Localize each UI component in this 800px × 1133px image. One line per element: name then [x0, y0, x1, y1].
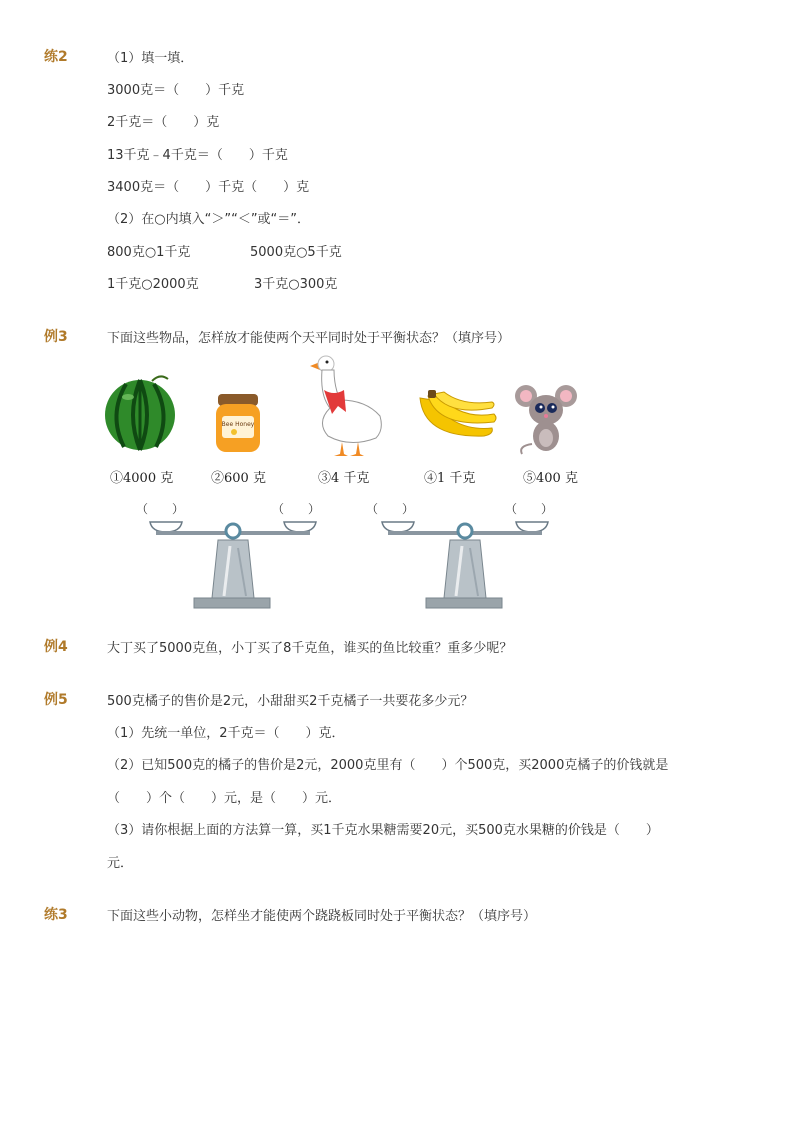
- pan-answer-blank[interactable]: （ ）: [136, 502, 185, 516]
- item-label: ④1 千克: [424, 471, 476, 486]
- exercise-line: 元．: [107, 856, 134, 871]
- section-tag-li5: 例5: [44, 692, 68, 708]
- exercise-line: （ ）个（ ）元，是（ ）元．: [107, 791, 342, 806]
- exercise-line: 3000克＝（ ）千克: [107, 83, 245, 98]
- question-text: 大丁买了5000克鱼，小丁买了8千克鱼，谁买的鱼比较重？重多少呢？: [107, 641, 513, 656]
- goose-icon: [306, 350, 388, 458]
- exercise-line: （1）填一填．: [107, 51, 194, 66]
- pan-answer-blank[interactable]: （ ）: [272, 502, 321, 516]
- exercise-line: 3400克＝（ ）千克（ ）克: [107, 180, 310, 195]
- mouse-icon: [514, 380, 578, 456]
- item-label: ②600 克: [211, 471, 266, 486]
- balance-scale: [150, 518, 316, 610]
- exercise-line: （3）请你根据上面的方法算一算，买1千克水果糖需要20元，买500克水果糖的价钱是（ ）: [107, 823, 659, 838]
- section-tag-li3: 例3: [44, 329, 68, 345]
- exercise-line: （2）在○内填入“＞”“＜”或“＝”．: [107, 212, 311, 227]
- question-text: 下面这些物品，怎样放才能使两个天平同时处于平衡状态？（填序号）: [107, 331, 511, 346]
- section-tag-li4: 例4: [44, 639, 68, 655]
- question-text: 500克橘子的售价是2元，小甜甜买2千克橘子一共要花多少元？: [107, 694, 474, 709]
- exercise-line: 13千克﹣4千克＝（ ）千克: [107, 148, 288, 163]
- bananas-icon: [414, 390, 498, 448]
- section-tag-lian3: 练3: [44, 907, 68, 923]
- pan-answer-blank[interactable]: （ ）: [366, 502, 415, 516]
- exercise-line: （2）已知500克的橘子的售价是2元，2000克里有（ ）个500克，买2000克橘子的价钱就是: [107, 758, 669, 773]
- watermelon-icon: [104, 373, 178, 453]
- svg-text:Bee Honey: Bee Honey: [221, 421, 255, 428]
- item-label: ③4 千克: [318, 471, 370, 486]
- exercise-line: 2千克＝（ ）克: [107, 115, 220, 130]
- honey-jar-icon: [212, 392, 264, 454]
- item-label: ①4000 克: [110, 471, 174, 486]
- question-text: 下面这些小动物，怎样坐才能使两个跷跷板同时处于平衡状态？（填序号）: [107, 909, 537, 924]
- exercise-line: （1）先统一单位，2千克＝（ ）克．: [107, 726, 345, 741]
- section-tag-lian2: 练2: [44, 49, 68, 65]
- compare-item: 5000克○5千克: [250, 245, 342, 260]
- compare-item: 1千克○2000克: [107, 277, 199, 292]
- item-label: ⑤400 克: [523, 471, 578, 486]
- pan-answer-blank[interactable]: （ ）: [505, 502, 554, 516]
- compare-item: 3千克○300克: [254, 277, 338, 292]
- balance-scale: [382, 518, 548, 610]
- compare-item: 800克○1千克: [107, 245, 191, 260]
